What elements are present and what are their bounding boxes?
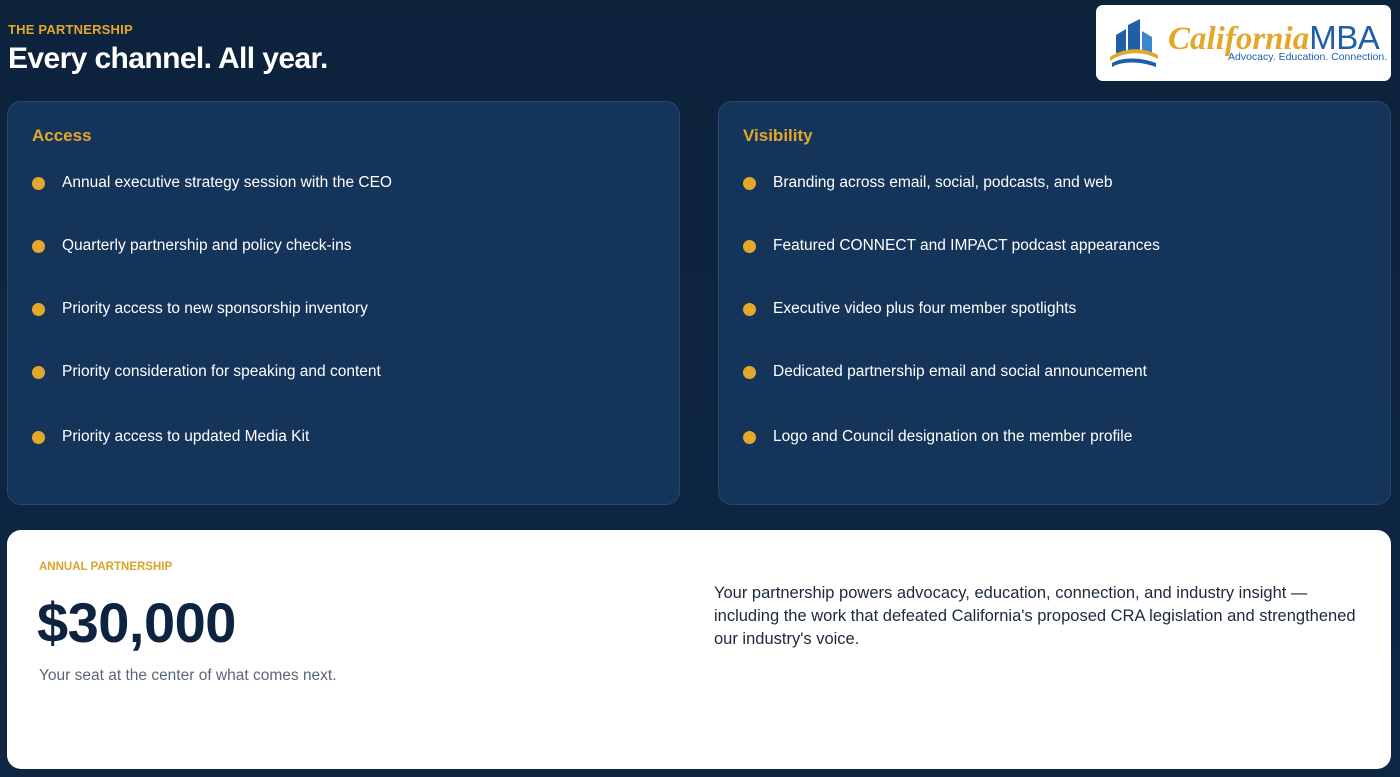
list-item-label: Priority access to new sponsorship inventory: [62, 300, 368, 317]
bullet-icon: [743, 240, 756, 253]
list-item: [32, 174, 392, 192]
bullet-icon: [32, 240, 45, 253]
visibility-card-title: Visibility: [743, 126, 813, 145]
bullet-icon: [32, 303, 45, 316]
pricing-description: Your partnership powers advocacy, education, connection, and industry insight — including the work that defeated California's proposed CRA legislation and strengthened our industry's voice.: [714, 584, 1356, 648]
bullet-icon: [32, 431, 45, 444]
list-item-label: Executive video plus four member spotlights: [773, 300, 1077, 317]
bullet-icon: [743, 366, 756, 379]
list-item: [743, 300, 1076, 318]
bullet-icon: [743, 177, 756, 190]
list-item-label: Featured CONNECT and IMPACT podcast appearances: [773, 237, 1160, 254]
pricing-panel: [7, 530, 1391, 769]
access-card-title: Access: [32, 126, 92, 145]
logo-word-mba: MBA: [1309, 19, 1380, 56]
california-mba-logo: [1096, 5, 1391, 81]
logo-word-california: California: [1168, 21, 1310, 57]
list-item-label: Annual executive strategy session with the CEO: [62, 174, 392, 191]
bullet-icon: [32, 177, 45, 190]
logo-tagline: Advocacy. Education. Connection.: [1228, 51, 1388, 63]
price-amount: $30,000: [37, 591, 236, 654]
list-item-label: Priority access to updated Media Kit: [62, 428, 310, 445]
list-item-label: Quarterly partnership and policy check-ins: [62, 237, 352, 254]
list-item-label: Logo and Council designation on the member profile: [773, 428, 1133, 445]
list-item: [32, 363, 381, 381]
list-item: [743, 174, 1112, 192]
bullet-icon: [743, 431, 756, 444]
list-item-label: Dedicated partnership email and social announcement: [773, 363, 1147, 380]
list-item: [32, 237, 351, 255]
bullet-icon: [32, 366, 45, 379]
list-item: [743, 237, 1160, 255]
logo-mark-icon: [1108, 17, 1160, 71]
section-eyebrow: THE PARTNERSHIP: [8, 22, 133, 37]
bullet-icon: [743, 303, 756, 316]
access-card: [7, 101, 680, 505]
list-item: [743, 428, 1132, 446]
list-item-label: Branding across email, social, podcasts, and web: [773, 174, 1113, 191]
visibility-card: [718, 101, 1391, 505]
pricing-eyebrow: ANNUAL PARTNERSHIP: [39, 561, 173, 573]
pricing-subtext: Your seat at the center of what comes next.: [39, 667, 337, 684]
list-item-label: Priority consideration for speaking and content: [62, 363, 381, 380]
list-item: [32, 300, 368, 318]
list-item: [32, 428, 309, 446]
page-title: Every channel. All year.: [8, 42, 328, 75]
list-item: [743, 363, 1147, 381]
